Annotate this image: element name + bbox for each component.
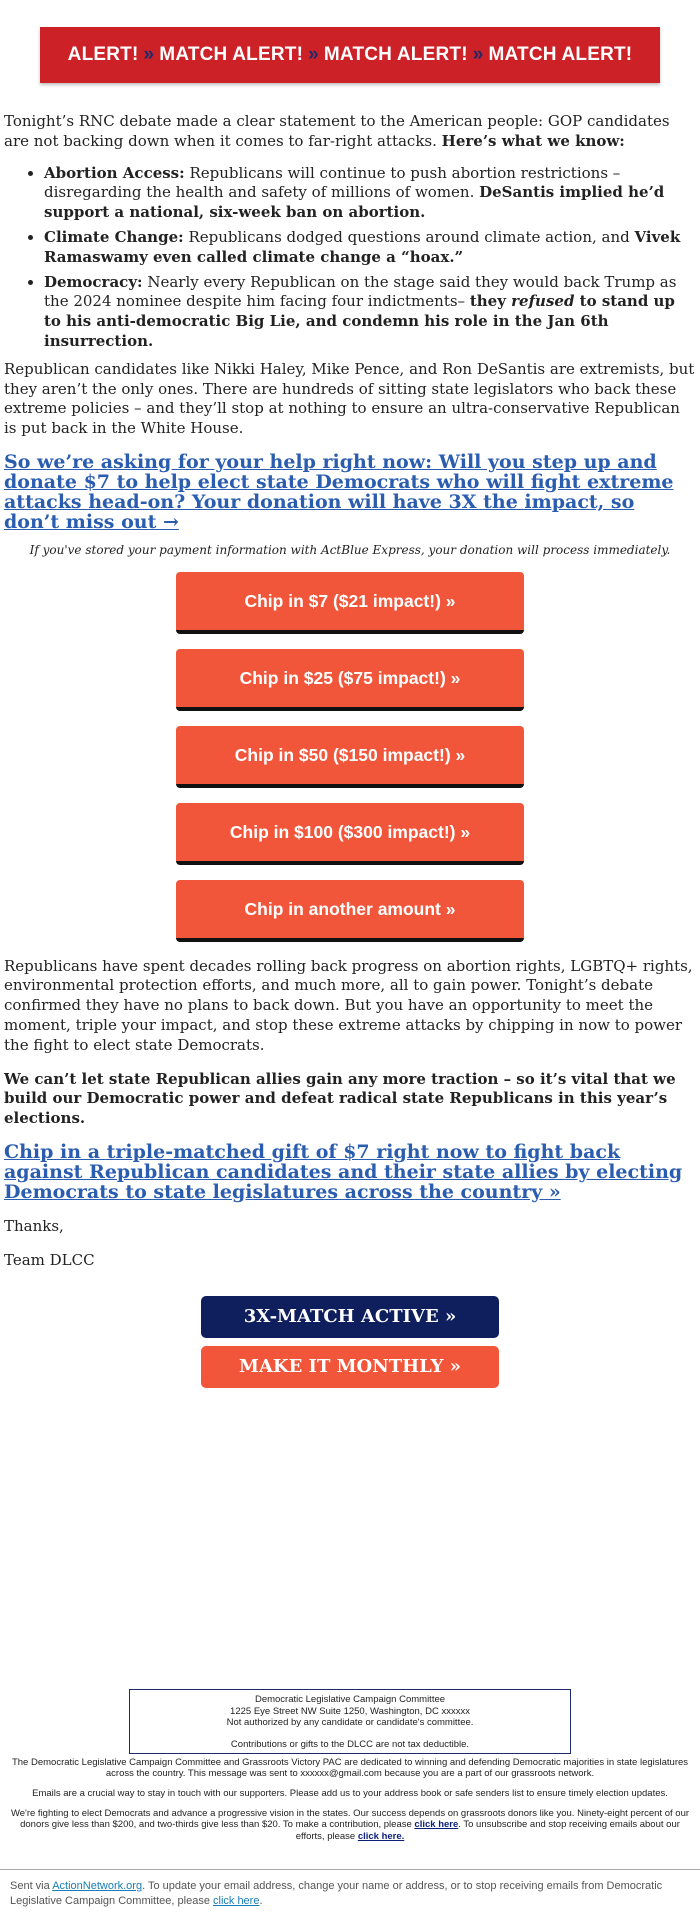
- chevron-right-icon: »: [308, 44, 319, 66]
- match-active-button[interactable]: 3X-MATCH ACTIVE »: [201, 1296, 499, 1338]
- intro-bold-text: Here’s what we know:: [441, 131, 625, 150]
- tax-note: Contributions or gifts to the DLCC are not tax deductible.: [230, 1739, 470, 1751]
- donate-ask-link[interactable]: So we’re asking for your help right now: Will you step up and donate $7 to help elect state Democrats who will fight extreme attacks head-on? Your donation will have 3X the impact, so don’t miss out →: [4, 450, 674, 533]
- banner-alert-text: MATCH ALERT!: [159, 44, 304, 66]
- footer-donors-text: [8, 1808, 692, 1843]
- intro-text: Tonight’s RNC debate made a clear statement to the American people: GOP candidates are not backing down when it comes to far-right attacks.: [4, 112, 670, 150]
- donate-button-group: [4, 572, 696, 942]
- org-address: 1225 Eye Street NW Suite 1250, Washington, DC xxxxxx: [230, 1705, 470, 1717]
- point-bold-text: Vivek Ramaswamy even called climate change a “hoax.”: [44, 227, 681, 266]
- point-label: Climate Change:: [44, 227, 184, 246]
- footer-donors-copy: We're fighting to elect Democrats and advance a progressive vision in the states. Our success depends on grassroots donors like you. Ninety-eight percent of our donors give less than $200, and two-thirds give less than $20. To make a contribution, please: [10, 1807, 690, 1831]
- update-preferences-link[interactable]: click here: [213, 1894, 260, 1907]
- unsubscribe-link[interactable]: click here.: [357, 1830, 405, 1842]
- point-text: Nearly every Republican on the stage said they would back Trump as the 2024 nominee despite him facing four indictments–: [44, 272, 677, 311]
- actblue-express-note: If you've stored your payment information with ActBlue Express, your donation will process immediately.: [29, 542, 671, 557]
- triple-match-link[interactable]: Chip in a triple-matched gift of $7 right now to fight back against Republican candidates and their state allies by electing Democrats to state legislatures across the country »: [4, 1140, 683, 1203]
- donate-25-button[interactable]: Chip in $25 ($75 impact!) »: [176, 649, 524, 711]
- make-it-monthly-button[interactable]: MAKE IT MONTHLY »: [201, 1346, 499, 1388]
- banner-alert-text: ALERT!: [67, 44, 139, 66]
- list-item: [44, 228, 696, 268]
- bold-paragraph: We can’t let state Republican allies gain any more traction – so it’s vital that we build our Democratic power and defeat radical state Republicans in this year’s elections.: [4, 1069, 676, 1128]
- banner-alert-text: MATCH ALERT!: [323, 44, 468, 66]
- sent-via-footer: [0, 1869, 700, 1928]
- key-points-list: [4, 164, 696, 352]
- chevron-right-icon: »: [472, 44, 484, 66]
- donate-50-button[interactable]: Chip in $50 ($150 impact!) »: [176, 726, 524, 788]
- point-emphasis-text: refused: [511, 292, 575, 311]
- email-content: [0, 112, 700, 1388]
- thanks-text: Thanks,: [4, 1216, 64, 1235]
- point-bold-text: to stand up to his anti-democratic Big Lie, and condemn his role in the Jan 6th insurrection.: [44, 292, 675, 350]
- donate-7-button[interactable]: Chip in $7 ($21 impact!) »: [176, 572, 524, 634]
- sent-via-suffix: .: [259, 1894, 263, 1907]
- body-paragraph: Republican candidates like Nikki Haley, Mike Pence, and Ron DeSantis are extremists, but they aren’t the only ones. There are hundreds of sitting state legislators who back these extreme policies – and they’ll stop at nothing to ensure an ultra-conservative Republican is put back in the White House.: [4, 359, 695, 438]
- list-item: [44, 273, 696, 352]
- match-alert-banner[interactable]: [40, 27, 660, 83]
- signature: Team DLCC: [4, 1250, 95, 1269]
- paid-for-disclaimer-box: [129, 1689, 571, 1754]
- point-bold-text: they: [469, 292, 512, 311]
- footer-unsubscribe-copy: . To unsubscribe and stop receiving emails about our efforts, please: [295, 1819, 680, 1842]
- donate-other-amount-button[interactable]: Chip in another amount »: [176, 880, 524, 942]
- intro-paragraph: [4, 112, 696, 152]
- actionnetwork-link[interactable]: ActionNetwork.org: [52, 1880, 143, 1893]
- point-text: Republicans will continue to push abortion restrictions – disregarding the health and safety of millions of women.: [44, 163, 621, 202]
- point-label: Democracy:: [44, 272, 143, 291]
- point-bold-text: DeSantis implied he’d support a national, six-week ban on abortion.: [44, 183, 665, 222]
- donate-100-button[interactable]: Chip in $100 ($300 impact!) »: [176, 803, 524, 865]
- footer-safe-senders-text: Emails are a crucial way to stay in touch with our supporters. Please add us to your address book or safe senders list to ensure timely election updates.: [32, 1788, 668, 1800]
- chevron-right-icon: »: [143, 44, 155, 66]
- org-name: Democratic Legislative Campaign Committee: [254, 1694, 446, 1706]
- footer-mission-text: The Democratic Legislative Campaign Committee and Grassroots Victory PAC are dedicated to winning and defending Democratic majorities in state legislatures across the country. This message was sent to xxxxxx@gmail.com because you are a part of our grassroots network.: [11, 1756, 689, 1780]
- sent-via-prefix: Sent via: [10, 1880, 53, 1893]
- authorization-note: Not authorized by any candidate or candidate's committee.: [226, 1717, 474, 1729]
- contribute-link[interactable]: click here: [414, 1819, 459, 1831]
- sent-via-text: . To update your email address, change your name or address, or to stop receiving emails from Democratic Legislative Campaign Committee, please: [10, 1880, 663, 1907]
- body-paragraph: Republicans have spent decades rolling back progress on abortion rights, LGBTQ+ rights, environmental protection efforts, and much more, all to gain power. Tonight’s debate confirmed they have no plans to back down. But you have an opportunity to meet the moment, triple your impact, and stop these extreme attacks by chipping in now to power the fight to elect state Democrats.: [4, 956, 693, 1054]
- point-label: Abortion Access:: [44, 163, 185, 182]
- list-item: [44, 164, 696, 223]
- banner-alert-text: MATCH ALERT!: [488, 44, 633, 66]
- point-text: Republicans dodged questions around climate action, and: [183, 227, 635, 246]
